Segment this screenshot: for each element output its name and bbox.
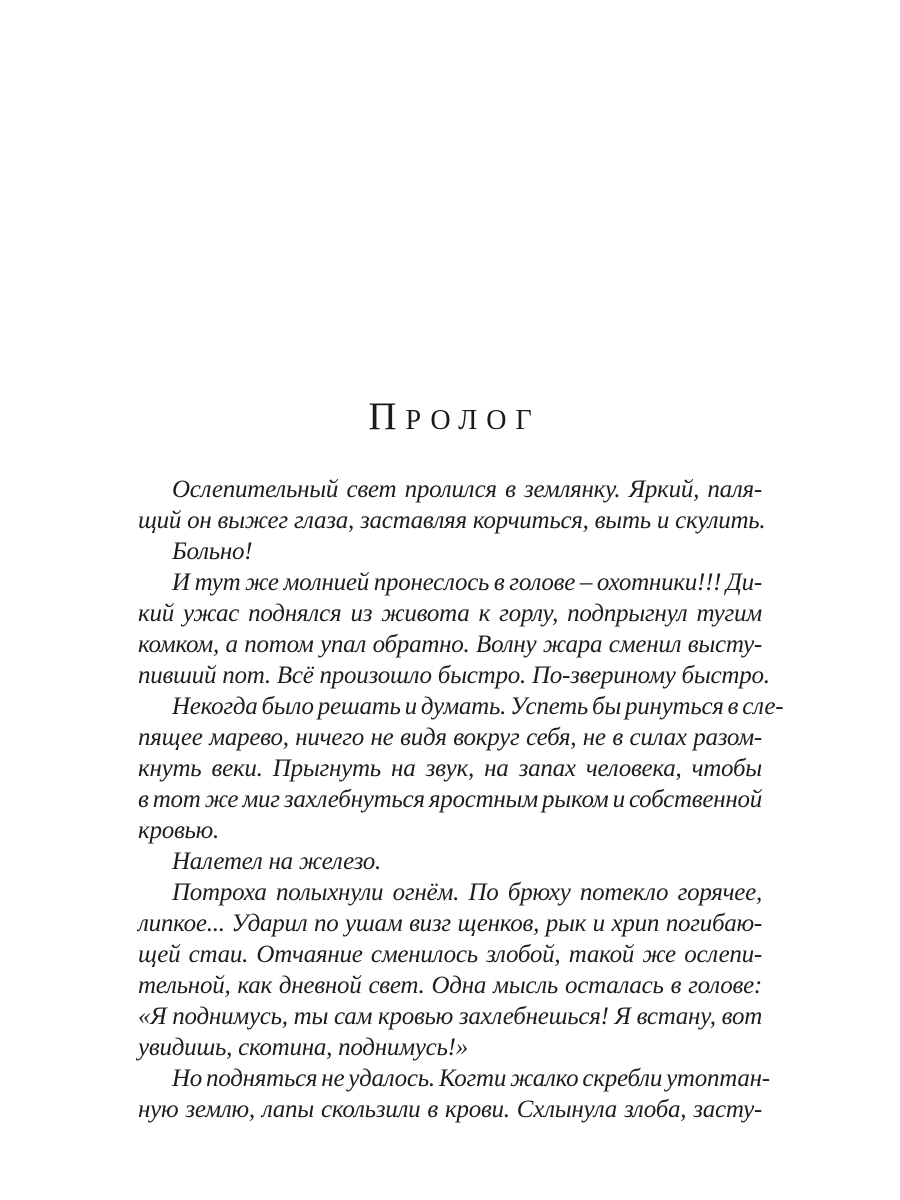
text-line: кнуть веки. Прыгнуть на звук, на запах человека, чтобы [138,755,762,782]
text-line: Некогда было решать и думать. Успеть бы ринуться в сле- [172,693,784,720]
text-line: ную землю, лапы скользили в крови. Схлынула злоба, засту- [138,1096,762,1123]
chapter-heading-initial: П [368,395,406,438]
text-line: кий ужас поднялся из живота к горлу, подпрыгнул тугим [138,600,762,627]
chapter-heading-rest: РОЛОГ [405,405,541,436]
text-line: щий он выжег глаза, заставляя корчиться, выть и скулить. [138,507,766,534]
text-line: тельной, как дневной свет. Одна мысль осталась в голове: [138,972,762,999]
text-line: Потроха полыхнули огнём. По брюху потекло горячее, [172,879,762,906]
paragraph [138,691,784,846]
text-line: пивший пот. Всё произошло быстро. По-звериному быстро. [138,662,770,689]
text-line: «Я поднимусь, ты сам кровью захлебнешься! Я встану, вот [138,1003,762,1030]
paragraph [138,846,762,877]
paragraph [138,474,766,536]
page-body [138,474,784,1125]
paragraph [138,1063,770,1125]
text-line: в тот же миг захлебнуться яростным рыком и собственной [138,786,762,813]
text-line: Больно! [172,538,253,565]
text-line: И тут же молнией пронеслось в голове – охотники!!! Ди- [172,569,762,596]
paragraph [138,567,770,691]
text-line: Но подняться не удалось. Когти жалко скребли утоптан- [172,1065,770,1092]
text-line: увидишь, скотина, поднимусь!» [138,1034,468,1061]
text-line: Ослепительный свет пролился в землянку. Яркий, паля- [172,476,762,503]
text-line: комком, а потом упал обратно. Волну жара сменил высту- [138,631,762,658]
text-line: щей стаи. Отчаяние сменилось злобой, такой же ослепи- [138,941,762,968]
chapter-heading [0,394,900,439]
paragraph [138,877,762,1063]
paragraph [138,536,762,567]
text-line: Налетел на железо. [172,848,382,875]
text-line: липкое... Ударил по ушам визг щенков, рык и хрип погибаю- [138,910,762,937]
text-line: пящее марево, ничего не видя вокруг себя, не в силах разом- [138,724,762,751]
text-line: кровью. [138,817,220,844]
